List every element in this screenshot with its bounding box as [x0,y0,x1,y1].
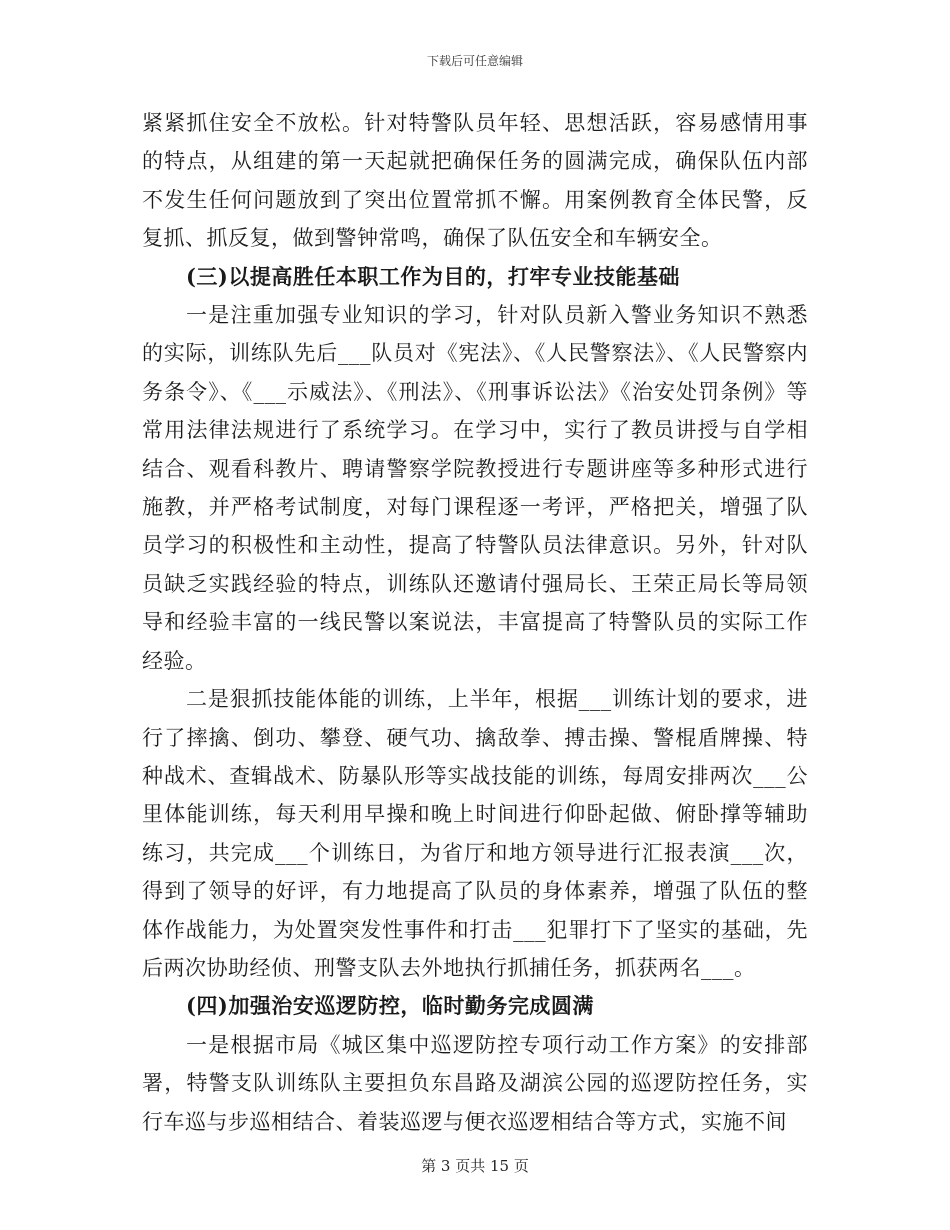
section-heading-3: (三)以提高胜任本职工作为目的，打牢专业技能基础 [186,263,680,289]
paragraph-safety: 紧紧抓住安全不放松。针对特警队员年轻、思想活跃，容易感情用事的特点，从组建的第一天起就把确保任务的圆满完成，确保队伍内部不发生任何问题放到了突出位置常抓不懈。用案例教育全体民警，反复抓、抓反复，做到警钟常鸣，确保了队伍安全和车辆安全。 [142,111,808,251]
document-body [142,104,808,1141]
section-heading-4: (四)加强治安巡逻防控，临时勤务完成圆满 [186,993,594,1019]
paragraph-training: 二是狠抓技能体能的训练，上半年，根据___训练计划的要求，进行了摔擒、倒功、攀登、硬气功、擒敌拳、搏击操、警棍盾牌操、特种战术、查辑战术、防暴队形等实战技能的训练，每周安排两次___公里体能训练，每天利用早操和晚上时间进行仰卧起做、俯卧撑等辅助练习，共完成___个训练日，为省厅和地方领导进行汇报表演___次，得到了领导的好评，有力地提高了队员的身体素养，增强了队伍的整体作战能力，为处置突发性事件和打击___犯罪打下了坚实的基础，先后两次协助经侦、刑警支队去外地执行抓捕任务，抓获两名___。 [142,687,808,980]
paragraph-patrol: 一是根据市局《城区集中巡逻防控专项行动工作方案》的安排部署，特警支队训练队主要担负东昌路及湖滨公园的巡逻防控任务，实行车巡与步巡相结合、着装巡逻与便衣巡逻相结合等方式，实施不间 [142,1032,808,1134]
page-footer: 第 3 页共 15 页 [421,1157,529,1175]
paragraph-study: 一是注重加强专业知识的学习，针对队员新入警业务知识不熟悉的实际，训练队先后___队员对《宪法》、《人民警察法》、《人民警察内务条令》、《___示威法》、《刑法》、《刑事诉讼法》《治安处罚条例》等常用法律法规进行了系统学习。在学习中，实行了教员讲授与自学相结合、观看科教片、聘请警察学院教授进行专题讲座等多种形式进行施教，并严格考试制度，对每门课程逐一考评，严格把关，增强了队员学习的积极性和主动性，提高了特警队员法律意识。另外，针对队员缺乏实践经验的特点，训练队还邀请付强局长、王荣正局长等局领导和经验丰富的一线民警以案说法，丰富提高了特警队员的实际工作经验。 [142,303,808,673]
page-header: 下载后可任意编辑 [426,54,523,68]
